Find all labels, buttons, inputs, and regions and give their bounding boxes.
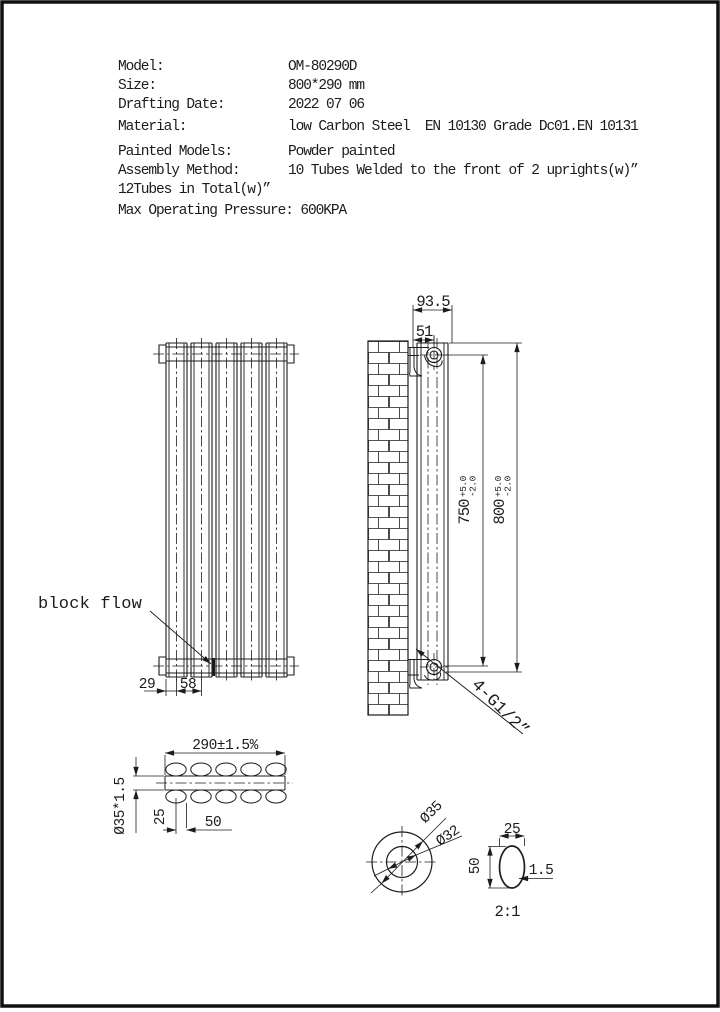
tube-section — [266, 790, 286, 803]
svg-text:-2.0: -2.0 — [467, 476, 479, 497]
spec-label: Assembly Method: — [118, 163, 240, 179]
spec-value: 2022 07 06 — [288, 97, 365, 113]
dim-800-text — [491, 475, 514, 524]
svg-text:50: 50 — [468, 857, 484, 875]
svg-text:Ø32: Ø32 — [433, 822, 463, 851]
svg-text:Ø35*1.5: Ø35*1.5 — [113, 777, 129, 835]
spec-value: 800*290 mm — [288, 78, 365, 94]
svg-text:+5.0: +5.0 — [493, 476, 504, 497]
spec-label: Size: — [118, 78, 157, 94]
column-inner-lines — [421, 343, 444, 680]
dia35-text — [418, 799, 447, 828]
oval-dim-50-text — [468, 858, 484, 874]
column-centerlines — [428, 338, 437, 685]
dim-750-text — [456, 475, 479, 524]
oval-detail — [488, 836, 553, 888]
dim-290-text: 290±1.5% — [192, 738, 258, 754]
oval-dim-wall-text: 1.5 — [528, 863, 554, 879]
tube-section — [266, 763, 286, 776]
block-flow-label: block flow — [38, 595, 143, 614]
svg-text:25: 25 — [153, 808, 169, 826]
connections-label — [467, 676, 532, 741]
spec-label: Painted Models: — [118, 144, 233, 160]
dim-58-text: 58 — [179, 677, 197, 693]
dim-51-text: 51 — [415, 323, 433, 341]
svg-text:-2.0: -2.0 — [502, 476, 514, 497]
svg-text:800: 800 — [491, 499, 509, 525]
oval-dim-50-ext — [488, 847, 513, 889]
dim-50-text: 50 — [204, 815, 222, 831]
detail-scale-text: 2:1 — [494, 903, 520, 921]
tube-section — [191, 790, 211, 803]
svg-text:Ø35: Ø35 — [417, 798, 447, 828]
block-flow-mark — [212, 658, 216, 676]
tube-section — [241, 790, 261, 803]
dim-29-text: 29 — [138, 677, 156, 693]
sheet-border — [2, 2, 718, 1006]
oval-tube-outline — [500, 846, 525, 888]
spec-value: Powder painted — [288, 144, 395, 160]
oval-dim-25-text: 25 — [503, 822, 521, 838]
svg-text:750: 750 — [456, 499, 474, 525]
column-outline — [417, 343, 448, 680]
tube-section — [216, 763, 236, 776]
spec-value: 10 Tubes Welded to the front of 2 uprights(w)” — [288, 163, 638, 179]
spec-note-total-tubes: 12Tubes in Total(w)” — [118, 182, 271, 198]
tube-section — [216, 790, 236, 803]
front-centerlines — [153, 338, 299, 682]
tube-section — [241, 763, 261, 776]
spec-label: Material: — [118, 119, 187, 135]
dim-25-text — [153, 809, 169, 825]
tube-section — [191, 763, 211, 776]
wall-hatch — [368, 341, 408, 715]
spec-value: OM-80290D — [288, 59, 357, 75]
spec-label: Drafting Date: — [118, 97, 225, 113]
svg-text:+5.0: +5.0 — [458, 476, 469, 497]
spec-label: Model: — [118, 59, 164, 75]
spec-max-pressure: Max Operating Pressure: 600KPA — [118, 203, 347, 219]
tube-section — [166, 763, 186, 776]
dim-pipe-text — [113, 777, 129, 834]
oval-dim-25-ext — [500, 838, 525, 846]
spec-value: low Carbon Steel EN 10130 Grade Dc01.EN 10131 — [288, 119, 638, 135]
svg-text:4-G1/2”: 4-G1/2” — [467, 676, 532, 741]
dim-935-text: 93.5 — [416, 293, 450, 311]
front-view — [144, 338, 299, 696]
